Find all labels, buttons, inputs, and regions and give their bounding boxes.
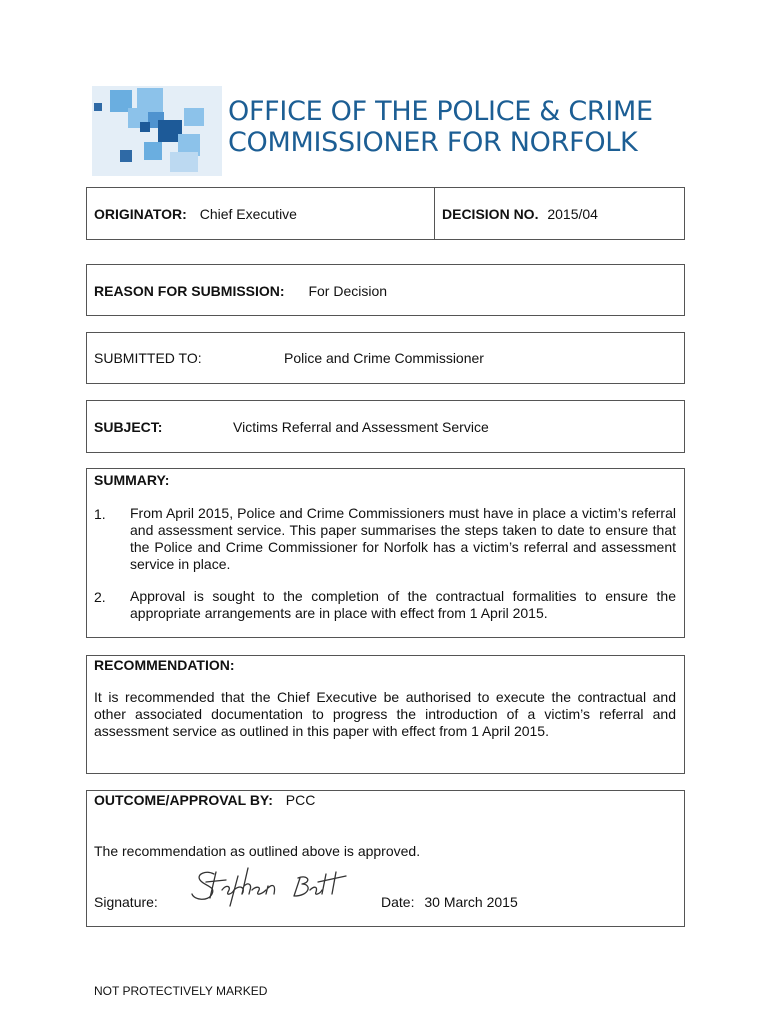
divider bbox=[434, 188, 435, 239]
summary-item-2-number: 2. bbox=[94, 589, 106, 605]
protective-marking: NOT PROTECTIVELY MARKED bbox=[94, 984, 268, 998]
submitted-to-value: Police and Crime Commissioner bbox=[284, 350, 484, 366]
subject-label: SUBJECT: bbox=[94, 419, 163, 435]
reason-label: REASON FOR SUBMISSION: bbox=[94, 283, 285, 299]
logo-line-1: OFFICE OF THE POLICE & CRIME bbox=[228, 96, 653, 127]
summary-heading: SUMMARY: bbox=[94, 472, 170, 488]
summary-item-1-text: From April 2015, Police and Crime Commissioners must have in place a victim’s referral and assessment service. This paper summarises the steps taken to date to ensure that the Police and Crime Commissioner for Norfolk has a victim’s referral and assessment service in place. bbox=[130, 505, 676, 572]
outcome-row bbox=[94, 792, 315, 808]
decision-row bbox=[442, 206, 598, 222]
logo bbox=[92, 86, 678, 176]
handwritten-signature bbox=[186, 864, 352, 908]
logo-line-2: COMMISSIONER FOR NORFOLK bbox=[228, 127, 638, 158]
originator-value: Chief Executive bbox=[199, 206, 297, 222]
signature-label: Signature: bbox=[94, 894, 158, 910]
approval-statement: The recommendation as outlined above is approved. bbox=[94, 843, 421, 859]
decision-value: 2015/04 bbox=[547, 206, 598, 222]
date-row bbox=[381, 894, 518, 910]
logo-mark-icon bbox=[92, 86, 222, 176]
date-value: 30 March 2015 bbox=[424, 894, 518, 910]
reason-value: For Decision bbox=[308, 283, 388, 299]
reason-row bbox=[94, 283, 387, 299]
decision-label: DECISION NO. bbox=[442, 206, 539, 222]
outcome-value: PCC bbox=[285, 792, 316, 808]
summary-item-1-number: 1. bbox=[94, 506, 106, 522]
logo-text bbox=[228, 96, 653, 158]
summary-item-2-text: Approval is sought to the completion of the contractual formalities to ensure the appropriate arrangements are in place with effect from 1 April 2015. bbox=[130, 588, 676, 621]
recommendation-text: It is recommended that the Chief Executive be authorised to execute the contractual and other associated documentation to progress the introduction of a victim’s referral and assessment service as outlined in this paper with effect from 1 April 2015. bbox=[94, 689, 676, 739]
outcome-label: OUTCOME/APPROVAL BY: bbox=[94, 792, 273, 808]
originator-row bbox=[94, 206, 297, 222]
date-label: Date: bbox=[381, 894, 415, 910]
submitted-to-label: SUBMITTED TO: bbox=[94, 350, 202, 366]
subject-value: Victims Referral and Assessment Service bbox=[233, 419, 489, 435]
originator-label: ORIGINATOR: bbox=[94, 206, 187, 222]
recommendation-heading: RECOMMENDATION: bbox=[94, 657, 235, 673]
